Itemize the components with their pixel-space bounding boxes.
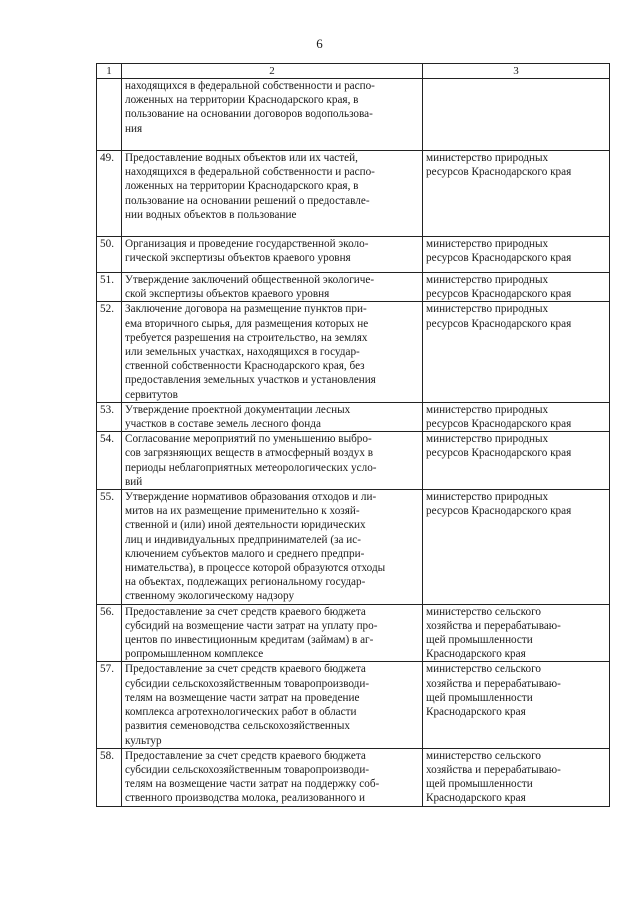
row-number: 55.: [97, 490, 122, 605]
description-line: Согласование мероприятий по уменьшению выбро-: [125, 433, 372, 446]
description-line: ема вторичного сырья, для размещения которых не: [125, 317, 369, 330]
department-line: министерство природных: [426, 491, 549, 504]
table-row: [97, 432, 610, 490]
service-description: [122, 151, 423, 237]
table-row: [97, 79, 610, 151]
service-description: [122, 79, 423, 151]
header-row: [97, 64, 610, 79]
responsible-department: [423, 490, 610, 605]
responsible-department: [423, 402, 610, 431]
department-line: хозяйства и перерабатываю-: [426, 619, 561, 632]
description-line: предоставления земельных участков и установления: [125, 374, 376, 387]
description-line: сервитутов: [125, 388, 178, 401]
responsible-department: [423, 662, 610, 748]
service-description: [122, 402, 423, 431]
department-line: ресурсов Краснодарского края: [426, 166, 572, 179]
department-line: министерство природных: [426, 238, 549, 250]
column-header-1: 1: [97, 64, 122, 79]
responsible-department: [423, 79, 610, 151]
description-line: Предоставление за счет средств краевого бюджета: [125, 749, 366, 762]
table-row: [97, 604, 610, 662]
service-description: [122, 237, 423, 273]
table-row: [97, 662, 610, 748]
service-description: [122, 490, 423, 605]
service-description: [122, 748, 423, 806]
description-line: комплекса агротехнологических работ в области: [125, 706, 357, 719]
row-number: 50.: [97, 237, 122, 273]
description-line: митов на их размещение применительно к хозяй-: [125, 505, 360, 518]
service-description: [122, 432, 423, 490]
row-number: 52.: [97, 302, 122, 402]
description-line: телям на возмещение части затрат на проведение: [125, 691, 360, 704]
department-line: министерство природных: [426, 152, 549, 164]
service-description: [122, 302, 423, 402]
row-number: 56.: [97, 604, 122, 662]
row-number: 49.: [97, 151, 122, 237]
department-line: хозяйства и перерабатываю-: [426, 763, 561, 776]
row-number: 51.: [97, 273, 122, 302]
column-header-2: 2: [122, 64, 423, 79]
row-number: 54.: [97, 432, 122, 490]
department-line: ресурсов Краснодарского края: [426, 252, 572, 265]
responsible-department: [423, 302, 610, 402]
row-number: 58.: [97, 748, 122, 806]
description-line: Предоставление водных объектов или их частей,: [125, 152, 358, 164]
description-line: участков в составе земель лесного фонда: [125, 418, 321, 431]
department-line: ресурсов Краснодарского края: [426, 288, 572, 301]
responsible-department: [423, 432, 610, 490]
service-description: [122, 604, 423, 662]
table-row: [97, 748, 610, 806]
description-line: Организация и проведение государственной эколо-: [125, 238, 369, 250]
column-header-3: 3: [423, 64, 610, 79]
table-row: [97, 273, 610, 302]
department-line: ресурсов Краснодарского края: [426, 505, 572, 518]
responsible-department: [423, 237, 610, 273]
description-line: пользование на основании решений о предоставле-: [125, 194, 370, 207]
department-line: хозяйства и перерабатываю-: [426, 677, 561, 690]
description-line: Утверждение проектной документации лесных: [125, 403, 351, 416]
description-line: ложенных на территории Краснодарского края, в: [125, 180, 359, 193]
department-line: Краснодарского края: [426, 792, 526, 805]
department-line: Краснодарского края: [426, 706, 526, 719]
department-line: щей промышленности: [426, 778, 533, 791]
description-line: сов загрязняющих веществ в атмосферный воздух в: [125, 447, 373, 460]
department-line: щей промышленности: [426, 691, 533, 704]
description-line: ской экспертизы объектов краевого уровня: [125, 288, 330, 301]
description-line: находящихся в федеральной собственности и распо-: [125, 166, 375, 179]
responsible-department: [423, 273, 610, 302]
department-line: ресурсов Краснодарского края: [426, 317, 572, 330]
table-row: [97, 302, 610, 402]
department-line: министерство сельского: [426, 663, 541, 676]
description-line: ключением субъектов малого и среднего предпри-: [125, 547, 365, 560]
description-line: Предоставление за счет средств краевого бюджета: [125, 605, 366, 618]
description-line: Утверждение нормативов образования отходов и ли-: [125, 491, 377, 504]
row-number: 53.: [97, 402, 122, 431]
description-line: субсидий на возмещение части затрат на уплату про-: [125, 619, 378, 632]
department-line: ресурсов Краснодарского края: [426, 447, 572, 460]
description-line: находящихся в федеральной собственности и распо-: [125, 80, 375, 92]
description-line: на объектах, подлежащих региональному государ-: [125, 576, 366, 589]
service-description: [122, 662, 423, 748]
description-line: ственному экологическому надзору: [125, 590, 295, 603]
description-line: ния: [125, 122, 143, 135]
description-line: периоды неблагоприятных метеорологических усло-: [125, 461, 377, 474]
description-line: лиц и индивидуальных предпринимателей (за ис-: [125, 533, 361, 546]
description-line: Заключение договора на размещение пунктов при-: [125, 303, 367, 316]
description-line: гической экспертизы объектов краевого уровня: [125, 252, 351, 265]
department-line: щей промышленности: [426, 634, 533, 647]
description-line: Предоставление за счет средств краевого бюджета: [125, 663, 366, 676]
description-line: ложенных на территории Краснодарского края, в: [125, 94, 359, 107]
department-line: ресурсов Краснодарского края: [426, 418, 572, 431]
responsible-department: [423, 604, 610, 662]
department-line: Краснодарского края: [426, 648, 526, 661]
table-header: [97, 64, 610, 79]
description-line: нимательства), в процессе которой образуются отходы: [125, 562, 386, 575]
description-line: Утверждение заключений общественной экологиче-: [125, 274, 375, 286]
service-description: [122, 273, 423, 302]
description-line: центов по инвестиционным кредитам (займам) в аг-: [125, 634, 374, 647]
description-line: вий: [125, 475, 143, 488]
table-row: [97, 402, 610, 431]
description-line: ственного производства молока, реализованного и: [125, 792, 365, 805]
department-line: министерство природных: [426, 274, 549, 286]
description-line: субсидии сельскохозяйственным товаропроизводи-: [125, 677, 370, 690]
department-line: министерство сельского: [426, 749, 541, 762]
description-line: или земельных участках, находящихся в государ-: [125, 346, 360, 359]
description-line: культур: [125, 734, 162, 747]
department-line: министерство природных: [426, 403, 549, 416]
department-line: министерство сельского: [426, 605, 541, 618]
description-line: пользование на основании договоров водопользова-: [125, 108, 373, 121]
table-row: [97, 237, 610, 273]
description-line: ственной собственности Краснодарского края, без: [125, 360, 365, 373]
table-body: [97, 79, 610, 807]
department-line: министерство природных: [426, 303, 549, 316]
description-line: развития семеноводства сельскохозяйственных: [125, 720, 351, 733]
department-line: министерство природных: [426, 433, 549, 446]
table-row: [97, 151, 610, 237]
table-row: [97, 490, 610, 605]
description-line: требуется разрешения на строительство, на землях: [125, 331, 368, 344]
row-number: 57.: [97, 662, 122, 748]
description-line: ропромышленном комплексе: [125, 648, 264, 661]
services-table: [96, 63, 610, 807]
description-line: ственной и (или) иной деятельности юридических: [125, 519, 366, 532]
description-line: субсидии сельскохозяйственным товаропроизводи-: [125, 763, 370, 776]
description-line: телям на возмещение части затрат на поддержку соб-: [125, 778, 380, 791]
responsible-department: [423, 748, 610, 806]
page-number: 6: [316, 36, 323, 51]
row-number: [97, 79, 122, 151]
description-line: нии водных объектов в пользование: [125, 208, 297, 221]
responsible-department: [423, 151, 610, 237]
